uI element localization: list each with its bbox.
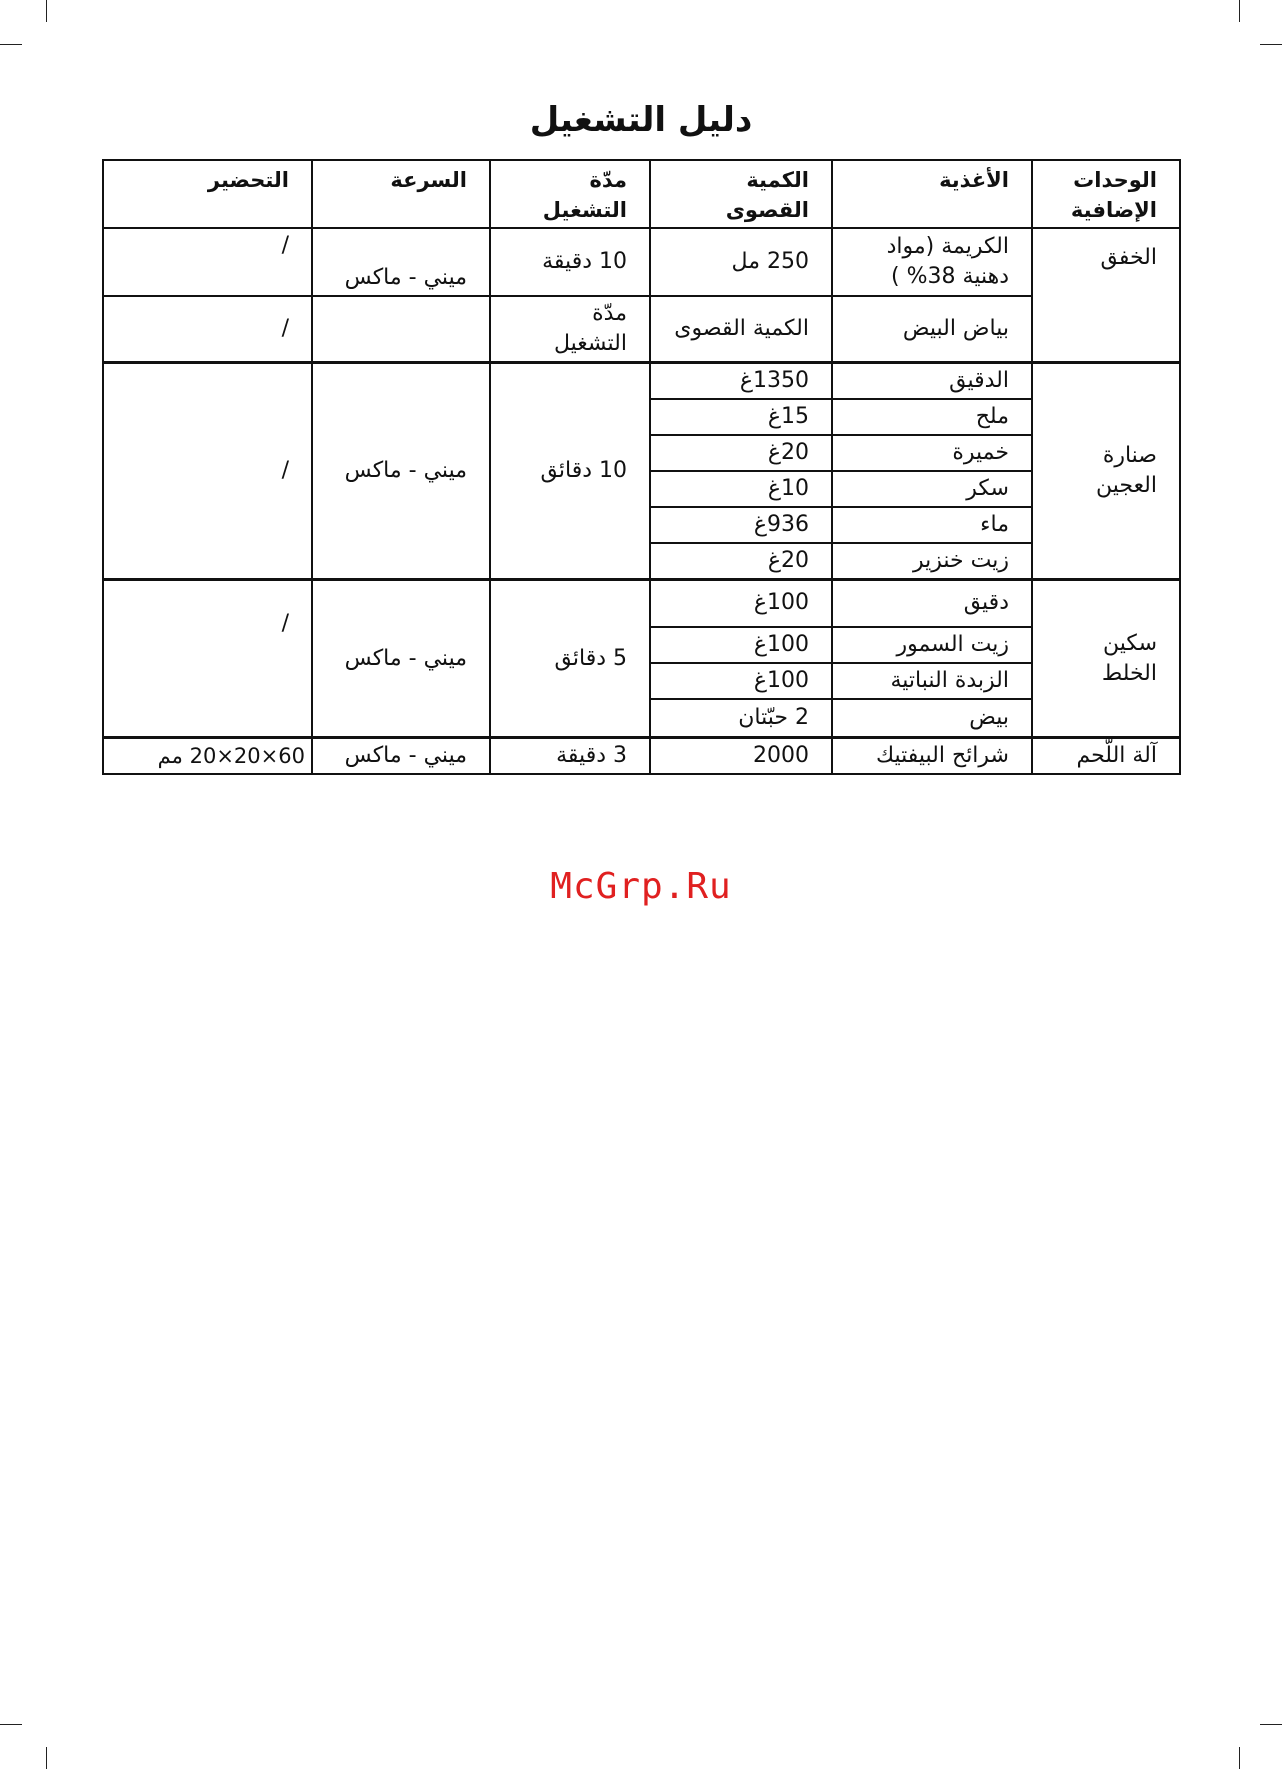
crop-mark [1260,44,1282,45]
prep-cell: 60×20×20 مم [103,738,312,775]
food-cell: الكريمة (مواد دهنية 38% ) [832,228,1032,296]
table-row [103,363,1180,400]
speed-cell: ميني - ماكس [312,228,490,296]
duration-cell: مدّة التشغيل [490,296,650,363]
qty-cell: 100غ [650,627,832,663]
food-cell: الدقيق [832,363,1032,400]
duration-cell: 3 دقيقة [490,738,650,775]
qty-cell: 20غ [650,543,832,580]
duration-cell: 5 دقائق [490,580,650,738]
food-cell: دقيق [832,580,1032,627]
food-cell: زيت السمور [832,627,1032,663]
table-row [103,738,1180,775]
header-prep: التحضير [103,160,312,228]
header-row [103,160,1180,228]
crop-mark [1239,0,1240,22]
qty-cell: 250 مل [650,228,832,296]
speed-cell: ميني - ماكس [312,580,490,738]
table-row [103,228,1180,296]
qty-cell: 15غ [650,399,832,435]
food-cell: الزبدة النباتية [832,663,1032,699]
unit-cell: الخفق [1032,228,1180,363]
header-max-qty: الكمية القصوى [650,160,832,228]
crop-mark [0,44,22,45]
qty-cell: 100غ [650,663,832,699]
speed-cell-empty [312,296,490,363]
page-title: دليل التشغيل [529,100,753,140]
food-cell: بيض [832,699,1032,738]
speed-cell: ميني - ماكس [312,363,490,580]
speed-cell: ميني - ماكس [312,738,490,775]
crop-mark [1260,1724,1282,1725]
header-speed: السرعة [312,160,490,228]
qty-cell: 936غ [650,507,832,543]
qty-cell: 2 حبّتان [650,699,832,738]
qty-cell: 20غ [650,435,832,471]
header-food: الأغذية [832,160,1032,228]
operation-guide-table [102,159,1181,775]
food-cell: زيت خنزير [832,543,1032,580]
crop-mark [46,0,47,22]
unit-cell: آلة اللّحم [1032,738,1180,775]
qty-cell: 100غ [650,580,832,627]
header-duration: مدّة التشغيل [490,160,650,228]
prep-cell: / [103,228,312,296]
food-cell: ماء [832,507,1032,543]
food-cell: شرائح البيفتيك [832,738,1032,775]
crop-mark [0,1724,22,1725]
header-units: الوحدات الإضافية [1032,160,1180,228]
prep-cell: / [103,580,312,738]
food-cell: سكر [832,471,1032,507]
duration-cell: 10 دقائق [490,363,650,580]
watermark-brand: McGrp.Ru [550,866,732,907]
qty-cell: الكمية القصوى [650,296,832,363]
food-cell: ملح [832,399,1032,435]
qty-cell: 1350غ [650,363,832,400]
table-row [103,580,1180,627]
unit-cell: صنارة العجين [1032,363,1180,580]
food-cell: بياض البيض [832,296,1032,363]
qty-cell: 10غ [650,471,832,507]
table-row [103,296,1180,363]
food-cell: خميرة [832,435,1032,471]
duration-cell: 10 دقيقة [490,228,650,296]
prep-cell: / [103,296,312,363]
unit-cell: سكين الخلط [1032,580,1180,738]
crop-mark [46,1747,47,1769]
prep-cell: / [103,363,312,580]
crop-mark [1239,1747,1240,1769]
qty-cell: 2000 [650,738,832,775]
